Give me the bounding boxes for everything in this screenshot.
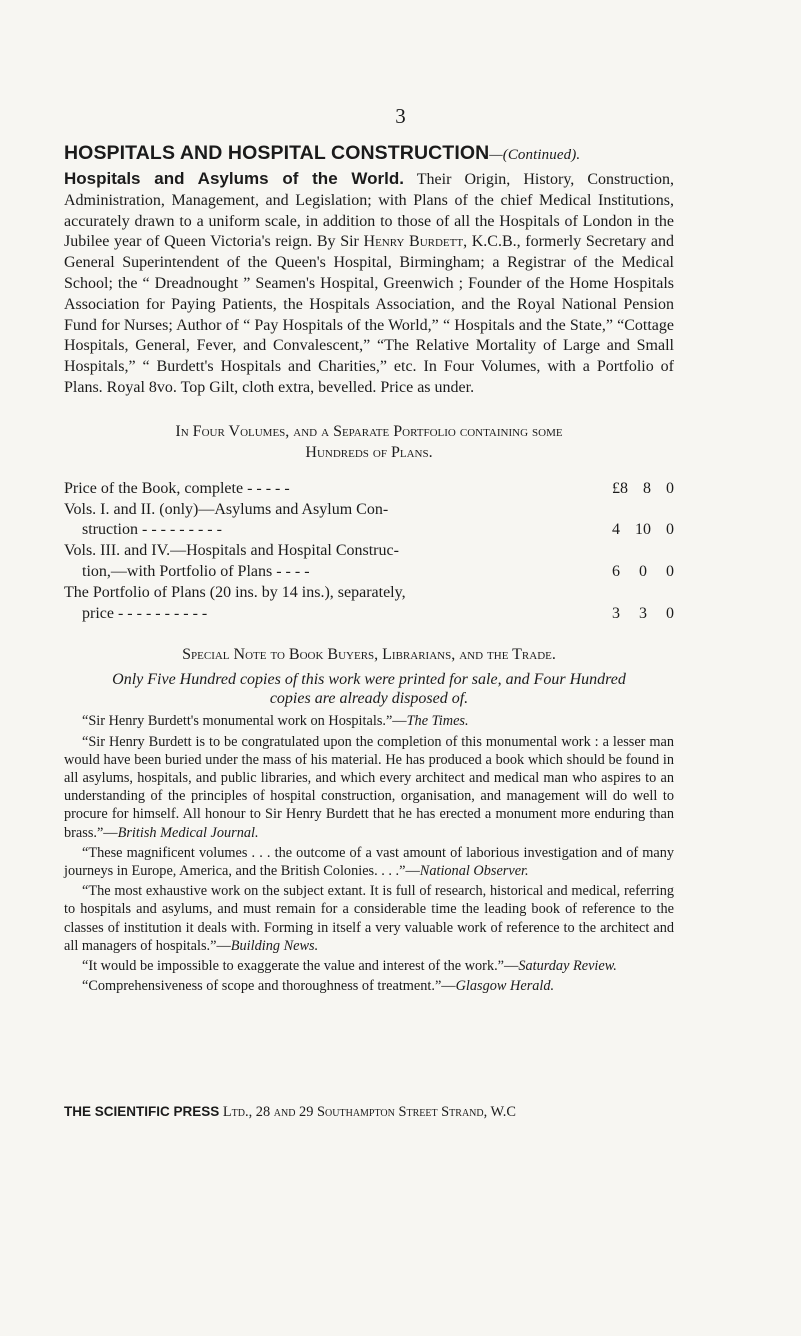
price-amount bbox=[612, 604, 674, 625]
volumes-heading-line-1: In Four Volumes, and a Separate Portfolio containing some bbox=[175, 422, 563, 440]
review-source: The Times. bbox=[406, 713, 469, 730]
limited-edition-note: Only Five Hundred copies of this work were printed for sale, and Four Hundred copies are already disposed of. bbox=[112, 671, 626, 708]
price-shillings: 3 bbox=[639, 604, 647, 622]
section-heading-text: HOSPITALS AND HOSPITAL CONSTRUCTION bbox=[64, 142, 490, 164]
review-quote bbox=[64, 957, 674, 975]
price-pence: 0 bbox=[666, 521, 674, 539]
section-heading bbox=[64, 142, 674, 165]
price-item-description: Vols. III. and IV.—Hospitals and Hospital Construc- bbox=[64, 542, 399, 560]
price-amount bbox=[612, 562, 674, 583]
price-item-description: Vols. I. and II. (only)—Asylums and Asylum Con- bbox=[64, 500, 389, 518]
book-author: Henry Burdett, K.C.B., bbox=[363, 233, 521, 251]
page-number: 3 bbox=[395, 104, 406, 128]
price-pounds: £8 bbox=[612, 479, 628, 497]
price-amount bbox=[612, 479, 674, 500]
review-quote bbox=[64, 733, 674, 842]
review-source: Glasgow Herald. bbox=[455, 978, 555, 995]
review-source: Building News. bbox=[230, 937, 319, 954]
price-pounds: 3 bbox=[612, 604, 620, 622]
press-reviews bbox=[64, 712, 674, 995]
publisher-address: Ltd., 28 and 29 Southampton Street Strand, W.C bbox=[222, 1104, 517, 1120]
price-item-description: Price of the Book, complete - - - - - bbox=[64, 479, 290, 497]
review-quote bbox=[64, 844, 674, 880]
price-shillings: 10 bbox=[635, 521, 651, 539]
price-list bbox=[64, 479, 674, 625]
review-text: “Sir Henry Burdett is to be congratulated upon the completion of this monumental work : a lesser man would have been buried under the mass of his material. He has produced a book which should be found in all asylums, hospitals, and public libraries, and which every architect and medical man who aspires to an understanding of the principles of hospital construction, organisation, and management will do well to procure for himself. All honour to Sir Henry Burdett that he has erected a monument more enduring than brass.”— bbox=[64, 733, 674, 841]
volumes-heading-line-2: Hundreds of Plans. bbox=[305, 443, 433, 461]
review-source: National Observer. bbox=[419, 862, 529, 879]
review-text: “Comprehensiveness of scope and thoroughness of treatment.”— bbox=[82, 978, 456, 995]
price-pence: 0 bbox=[666, 562, 674, 580]
volumes-heading bbox=[64, 421, 674, 463]
price-item-description-cont: tion,—with Portfolio of Plans - - - - bbox=[82, 562, 310, 580]
price-item-description: The Portfolio of Plans (20 ins. by 14 ins.), separately, bbox=[64, 583, 406, 601]
price-item bbox=[64, 541, 674, 583]
review-text: “These magnificent volumes . . . the outcome of a vast amount of laborious investigation and of many journeys in Europe, America, and the British Colonies. . . .”— bbox=[64, 844, 674, 879]
section-heading-continued: —(Continued). bbox=[489, 147, 581, 163]
price-shillings: 8 bbox=[643, 479, 651, 497]
price-amount bbox=[612, 520, 674, 541]
book-description-part-b: formerly Secretary and General Superintendent of the Queen's Hospital, Birmingham; a Registrar of the Medical School; the “ Dreadnought ” Seamen's Hospital, Greenwich ; Founder of the Home Hospitals Association for Paying Patients, the Hospitals Association, and the Royal National Pension Fund for Nurses; Author of “ Pay Hospitals of the World,” “ Hospitals and the State,” “Cottage Hospitals, General, Fever, and Convalescent,” “The Relative Mortality of Large and Small Hospitals,” “ Burdett's Hospitals and Charities,” etc. In Four Volumes, with a Portfolio of Plans. Royal 8vo. Top Gilt, cloth extra, bevelled. Price as under. bbox=[64, 233, 675, 396]
review-text: “It would be impossible to exaggerate the value and interest of the work.”— bbox=[82, 957, 519, 974]
price-pence: 0 bbox=[666, 604, 674, 622]
publisher-name: THE SCIENTIFIC PRESS bbox=[64, 1104, 220, 1119]
review-text: “The most exhaustive work on the subject extant. It is full of research, historical and medical, referring to hospitals and asylums, and must remain for a considerable time the leading book of reference to the classes of institution it deals with. Forming in itself a very valuable work of reference to the architect and all managers of hospitals.”— bbox=[64, 883, 674, 954]
book-description bbox=[64, 169, 674, 399]
price-item bbox=[64, 583, 674, 625]
review-quote bbox=[64, 712, 674, 730]
price-pounds: 6 bbox=[612, 562, 620, 580]
price-item bbox=[64, 500, 674, 542]
price-shillings: 0 bbox=[639, 562, 647, 580]
review-text: “Sir Henry Burdett's monumental work on Hospitals.”— bbox=[82, 713, 407, 730]
review-source: British Medical Journal. bbox=[117, 824, 259, 841]
book-description-part-a: Their Origin, History, Construction, Administration, Management, and Legislation; with Plans of the chief Medical Institutions, accurately drawn to a uniform scale, in addition to those of all the Hospitals of London in the Jubilee year of Queen Victoria's reign. By Sir bbox=[64, 171, 675, 251]
price-item bbox=[64, 479, 674, 500]
price-item-description-cont: price - - - - - - - - - - bbox=[82, 604, 208, 622]
price-pence: 0 bbox=[666, 479, 674, 497]
review-quote bbox=[64, 977, 674, 995]
review-source: Saturday Review. bbox=[518, 957, 617, 974]
publisher-footer bbox=[64, 1104, 674, 1121]
price-item-description-cont: struction - - - - - - - - - bbox=[82, 521, 222, 539]
review-quote bbox=[64, 882, 674, 955]
book-title: Hospitals and Asylums of the World. bbox=[64, 169, 404, 188]
price-pounds: 4 bbox=[612, 521, 620, 539]
page-content bbox=[64, 142, 674, 995]
special-note-heading: Special Note to Book Buyers, Librarians, and the Trade. bbox=[182, 646, 556, 664]
